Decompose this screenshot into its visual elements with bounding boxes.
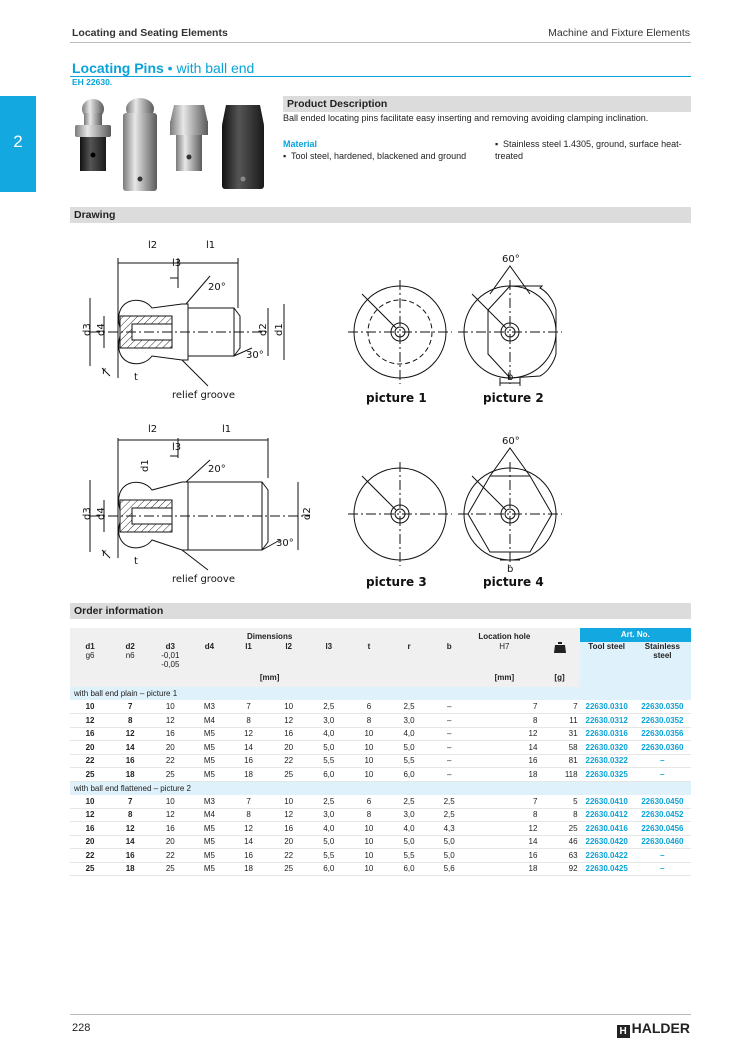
- table-cell: 14: [110, 835, 150, 849]
- weight-icon: [553, 640, 567, 654]
- photo-pin-4: [222, 105, 264, 189]
- table-cell: 5,5: [389, 754, 429, 768]
- table-cell: 16: [469, 849, 539, 863]
- label-picture-2: picture 2: [483, 391, 544, 405]
- table-row: [70, 768, 691, 782]
- brand-name: HALDER: [631, 1020, 690, 1036]
- art-no-stainless[interactable]: 22630.0360: [634, 741, 691, 755]
- table-cell: 5,5: [389, 849, 429, 863]
- table-cell: 4,3: [429, 822, 469, 836]
- art-no-tool-steel[interactable]: 22630.0410: [580, 795, 634, 809]
- label-d3: d3: [82, 323, 93, 336]
- unit-mm: [mm]: [259, 673, 280, 682]
- art-no-stainless: –: [634, 754, 691, 768]
- group-row: [70, 687, 691, 701]
- art-no-tool-steel[interactable]: 22630.0425: [580, 862, 634, 876]
- table-cell: 14: [469, 835, 539, 849]
- group-label: with ball end plain – picture 1: [70, 687, 691, 701]
- table-row: [70, 754, 691, 768]
- table-cell: 12: [70, 714, 110, 728]
- product-description-text: Ball ended locating pins facilitate easy inserting and removing avoiding clamping inclination.: [283, 113, 649, 123]
- table-cell: 10: [150, 700, 190, 714]
- table-row: [70, 808, 691, 822]
- table-cell: M5: [190, 862, 228, 876]
- table-cell: 58: [539, 741, 579, 755]
- table-cell: 12: [110, 822, 150, 836]
- table-cell: 12: [269, 808, 309, 822]
- art-no-tool-steel[interactable]: 22630.0420: [580, 835, 634, 849]
- page-title: [72, 60, 254, 76]
- table-cell: 22: [150, 754, 190, 768]
- table-cell: 10: [349, 741, 389, 755]
- table-cell: 81: [539, 754, 579, 768]
- art-no-heading: Art. No.: [580, 628, 691, 642]
- col-stainless-steel: Stainless steel: [634, 642, 691, 669]
- table-cell: 8: [110, 714, 150, 728]
- brand-logo: [617, 1020, 690, 1038]
- table-cell: 22: [269, 754, 309, 768]
- table-cell: 16: [110, 754, 150, 768]
- table-cell: 6: [349, 795, 389, 809]
- table-row: [70, 822, 691, 836]
- table-cell: 20: [70, 741, 110, 755]
- col-d4: d4: [204, 641, 215, 651]
- label-angle-30-b: 30°: [276, 538, 294, 549]
- label-angle-20-b: 20°: [208, 464, 226, 475]
- unit-mm-hole: [mm]: [494, 673, 515, 682]
- table-cell: 7: [110, 700, 150, 714]
- table-cell: 25: [539, 822, 579, 836]
- order-information-heading: Order information: [70, 603, 691, 619]
- table-cell: 16: [70, 822, 110, 836]
- table-cell: 2,5: [389, 700, 429, 714]
- col-d2-label: d2: [125, 641, 135, 651]
- table-cell: 46: [539, 835, 579, 849]
- table-cell: 12: [150, 714, 190, 728]
- table-cell: 6: [349, 700, 389, 714]
- dimensions-heading: Dimensions: [246, 632, 293, 642]
- table-cell: 7: [228, 700, 268, 714]
- material-heading: Material: [283, 139, 318, 149]
- title-divider: [70, 76, 691, 77]
- table-cell: –: [429, 727, 469, 741]
- order-table-body: [70, 687, 691, 876]
- table-cell: 12: [228, 727, 268, 741]
- material-item-stainless: [495, 138, 690, 162]
- table-cell: M5: [190, 822, 228, 836]
- table-row: [70, 862, 691, 876]
- label-l2: l2: [148, 240, 158, 251]
- art-sub-blank-2: [634, 669, 691, 687]
- table-row: [70, 835, 691, 849]
- label-l1: l1: [206, 240, 216, 251]
- table-cell: 92: [539, 862, 579, 876]
- location-hole-heading: Location hole: [478, 632, 531, 642]
- drawing-heading: Drawing: [70, 207, 691, 223]
- product-photos: [68, 95, 278, 195]
- col-location-hole-tol: H7: [499, 641, 510, 651]
- table-cell: 7: [539, 700, 579, 714]
- label-d1: d1: [274, 323, 285, 336]
- table-cell: 16: [150, 727, 190, 741]
- table-cell: 12: [269, 714, 309, 728]
- material-item-tool-steel: [283, 150, 473, 162]
- table-cell: 6,0: [389, 862, 429, 876]
- table-cell: 12: [469, 822, 539, 836]
- label-r-b: r: [102, 548, 107, 559]
- art-no-tool-steel[interactable]: 22630.0310: [580, 700, 634, 714]
- label-angle-60: 60°: [502, 254, 520, 265]
- table-cell: 5: [539, 795, 579, 809]
- table-cell: M4: [190, 808, 228, 822]
- col-r: r: [407, 641, 411, 651]
- table-cell: 18: [469, 862, 539, 876]
- table-cell: 22: [70, 754, 110, 768]
- table-cell: 8: [469, 808, 539, 822]
- footer-divider: [70, 1014, 691, 1015]
- label-d4-b: d4: [96, 507, 107, 520]
- table-cell: M5: [190, 727, 228, 741]
- table-cell: 16: [228, 849, 268, 863]
- table-cell: 8: [228, 714, 268, 728]
- label-relief-groove: relief groove: [172, 390, 235, 401]
- header-catalog-title: Machine and Fixture Elements: [548, 27, 690, 39]
- col-d3-tol-lower: -0,05: [161, 659, 180, 669]
- art-no-stainless: –: [634, 862, 691, 876]
- label-r: r: [102, 366, 107, 377]
- table-cell: 10: [269, 795, 309, 809]
- table-cell: –: [429, 754, 469, 768]
- material-item-text: Tool steel, hardened, blackened and ground: [291, 151, 467, 161]
- art-no-tool-steel[interactable]: 22630.0412: [580, 808, 634, 822]
- table-cell: 18: [110, 862, 150, 876]
- table-cell: 20: [150, 835, 190, 849]
- table-cell: 3,0: [389, 714, 429, 728]
- order-table: [70, 628, 691, 876]
- table-cell: 22: [269, 849, 309, 863]
- art-no-stainless[interactable]: 22630.0460: [634, 835, 691, 849]
- table-row: [70, 741, 691, 755]
- table-cell: 22: [150, 849, 190, 863]
- table-cell: M5: [190, 768, 228, 782]
- table-cell: 18: [228, 862, 268, 876]
- table-cell: 3,0: [309, 714, 349, 728]
- table-cell: 11: [539, 714, 579, 728]
- col-d3: [150, 642, 190, 669]
- table-cell: 7: [469, 795, 539, 809]
- label-b: b: [507, 372, 514, 383]
- table-cell: 25: [70, 768, 110, 782]
- table-cell: 22: [70, 849, 110, 863]
- table-cell: 25: [70, 862, 110, 876]
- label-l3-b: l3: [172, 442, 182, 453]
- table-cell: 18: [110, 768, 150, 782]
- col-d2: [110, 642, 150, 669]
- table-cell: 10: [269, 700, 309, 714]
- col-d1-tol: g6: [85, 650, 95, 660]
- table-cell: 8: [228, 808, 268, 822]
- art-no-stainless[interactable]: 22630.0452: [634, 808, 691, 822]
- table-cell: 10: [349, 862, 389, 876]
- table-cell: 6,0: [389, 768, 429, 782]
- table-cell: 5,0: [389, 741, 429, 755]
- page-number: 228: [72, 1022, 91, 1034]
- table-cell: 16: [269, 727, 309, 741]
- table-cell: 10: [70, 700, 110, 714]
- art-no-stainless[interactable]: 22630.0350: [634, 700, 691, 714]
- table-cell: 10: [349, 849, 389, 863]
- table-cell: 14: [469, 741, 539, 755]
- table-cell: –: [429, 768, 469, 782]
- label-d2-b: d2: [302, 507, 313, 520]
- table-cell: 16: [269, 822, 309, 836]
- label-relief-groove-b: relief groove: [172, 574, 235, 585]
- label-t-b: t: [134, 556, 138, 567]
- table-row: [70, 700, 691, 714]
- chapter-number: 2: [13, 132, 23, 151]
- table-cell: 12: [469, 727, 539, 741]
- table-cell: 7: [110, 795, 150, 809]
- art-no-tool-steel[interactable]: 22630.0320: [580, 741, 634, 755]
- table-cell: 18: [469, 768, 539, 782]
- table-cell: 16: [70, 727, 110, 741]
- table-cell: 8: [539, 808, 579, 822]
- photo-pin-1: [75, 99, 111, 171]
- header-section-title: Locating and Seating Elements: [72, 27, 228, 39]
- art-no-stainless[interactable]: 22630.0352: [634, 714, 691, 728]
- table-cell: M3: [190, 795, 228, 809]
- table-cell: 10: [150, 795, 190, 809]
- material-item-text: Stainless steel 1.4305, ground, surface heat-treated: [495, 139, 682, 161]
- art-no-stainless: –: [634, 849, 691, 863]
- table-cell: 2,5: [309, 795, 349, 809]
- label-t: t: [134, 372, 138, 383]
- table-cell: 2,5: [309, 700, 349, 714]
- table-cell: 12: [150, 808, 190, 822]
- label-angle-30: 30°: [246, 350, 264, 361]
- col-t: t: [367, 641, 371, 651]
- col-l1: l1: [245, 641, 252, 651]
- art-no-stainless[interactable]: 22630.0450: [634, 795, 691, 809]
- table-cell: 14: [228, 835, 268, 849]
- table-cell: 12: [70, 808, 110, 822]
- label-picture-4: picture 4: [483, 575, 544, 589]
- halder-logo-icon: H: [617, 1025, 630, 1038]
- table-cell: 4,0: [389, 822, 429, 836]
- col-b: b: [446, 641, 452, 651]
- table-cell: 14: [228, 741, 268, 755]
- table-cell: 14: [110, 741, 150, 755]
- title-main: Locating Pins: [72, 60, 164, 76]
- table-cell: –: [429, 700, 469, 714]
- table-cell: 5,0: [309, 835, 349, 849]
- table-cell: 118: [539, 768, 579, 782]
- col-d3-tol-upper: -0,01: [161, 650, 180, 660]
- table-row: [70, 849, 691, 863]
- table-cell: 8: [349, 714, 389, 728]
- table-cell: 5,0: [389, 835, 429, 849]
- art-no-tool-steel[interactable]: 22630.0312: [580, 714, 634, 728]
- label-angle-60-b: 60°: [502, 436, 520, 447]
- table-cell: 5,5: [309, 754, 349, 768]
- table-cell: 8: [110, 808, 150, 822]
- table-cell: 10: [349, 727, 389, 741]
- table-cell: 16: [150, 822, 190, 836]
- table-cell: 10: [70, 795, 110, 809]
- table-cell: –: [429, 741, 469, 755]
- table-cell: 31: [539, 727, 579, 741]
- table-cell: M4: [190, 714, 228, 728]
- table-cell: 8: [469, 714, 539, 728]
- title-suffix: • with ball end: [163, 60, 255, 76]
- table-cell: 6,0: [309, 862, 349, 876]
- table-row: [70, 795, 691, 809]
- art-no-tool-steel[interactable]: 22630.0416: [580, 822, 634, 836]
- table-cell: 4,0: [309, 727, 349, 741]
- weight-icon-cell: [539, 628, 579, 669]
- table-cell: 2,5: [429, 808, 469, 822]
- label-l2-b: l2: [148, 424, 158, 435]
- col-l2: l2: [285, 641, 292, 651]
- table-cell: 20: [269, 835, 309, 849]
- label-picture-3: picture 3: [366, 575, 427, 589]
- label-d2: d2: [258, 323, 269, 336]
- table-cell: M3: [190, 700, 228, 714]
- table-cell: M5: [190, 754, 228, 768]
- art-sub-blank-1: [580, 669, 634, 687]
- col-d2-tol: n6: [125, 650, 135, 660]
- table-cell: 5,0: [429, 835, 469, 849]
- table-cell: 10: [349, 768, 389, 782]
- table-cell: 25: [269, 768, 309, 782]
- table-cell: 7: [228, 795, 268, 809]
- label-d3-b: d3: [82, 507, 93, 520]
- table-cell: 25: [150, 768, 190, 782]
- label-picture-1: picture 1: [366, 391, 427, 405]
- label-d1-b: d1: [140, 459, 151, 472]
- label-angle-20: 20°: [208, 282, 226, 293]
- art-no-tool-steel[interactable]: 22630.0322: [580, 754, 634, 768]
- table-cell: 7: [469, 700, 539, 714]
- table-cell: 5,6: [429, 862, 469, 876]
- art-no-stainless[interactable]: 22630.0356: [634, 727, 691, 741]
- table-cell: 4,0: [389, 727, 429, 741]
- col-d1-label: d1: [85, 641, 95, 651]
- table-cell: 20: [70, 835, 110, 849]
- table-cell: 10: [349, 835, 389, 849]
- table-cell: 18: [228, 768, 268, 782]
- product-code: EH 22630.: [72, 77, 113, 87]
- table-cell: 3,0: [389, 808, 429, 822]
- label-d4: d4: [96, 323, 107, 336]
- table-cell: 20: [150, 741, 190, 755]
- table-cell: 25: [150, 862, 190, 876]
- product-description-heading: Product Description: [283, 96, 691, 112]
- label-l3: l3: [172, 258, 182, 269]
- table-cell: 5,0: [429, 849, 469, 863]
- group-label: with ball end flattened – picture 2: [70, 781, 691, 795]
- table-cell: M5: [190, 849, 228, 863]
- table-cell: 2,5: [429, 795, 469, 809]
- table-cell: M5: [190, 741, 228, 755]
- table-cell: 5,0: [309, 741, 349, 755]
- table-cell: 3,0: [309, 808, 349, 822]
- table-cell: 20: [269, 741, 309, 755]
- art-no-stainless[interactable]: 22630.0456: [634, 822, 691, 836]
- unit-g: [g]: [554, 673, 565, 682]
- table-row: [70, 727, 691, 741]
- table-cell: 8: [349, 808, 389, 822]
- label-b-b: b: [507, 564, 514, 575]
- table-cell: 6,0: [309, 768, 349, 782]
- table-cell: 25: [269, 862, 309, 876]
- table-row: [70, 714, 691, 728]
- technical-drawing: [70, 228, 691, 608]
- table-cell: 2,5: [389, 795, 429, 809]
- art-no-tool-steel[interactable]: 22630.0325: [580, 768, 634, 782]
- table-cell: 4,0: [309, 822, 349, 836]
- table-cell: 16: [110, 849, 150, 863]
- art-no-stainless: –: [634, 768, 691, 782]
- photo-pin-3: [170, 105, 208, 171]
- table-cell: –: [429, 714, 469, 728]
- table-cell: M5: [190, 835, 228, 849]
- photo-pin-2: [123, 98, 157, 191]
- table-cell: 16: [228, 754, 268, 768]
- col-d3-label: d3: [165, 641, 175, 651]
- col-tool-steel: Tool steel: [580, 642, 634, 669]
- group-row: [70, 781, 691, 795]
- header-divider: [70, 42, 691, 43]
- col-l3: l3: [325, 641, 333, 651]
- art-no-tool-steel[interactable]: 22630.0422: [580, 849, 634, 863]
- art-no-tool-steel[interactable]: 22630.0316: [580, 727, 634, 741]
- col-d1: [70, 642, 110, 669]
- table-cell: 12: [228, 822, 268, 836]
- table-cell: 63: [539, 849, 579, 863]
- table-cell: 5,5: [309, 849, 349, 863]
- table-cell: 10: [349, 754, 389, 768]
- table-cell: 16: [469, 754, 539, 768]
- table-cell: 12: [110, 727, 150, 741]
- order-table-header: [70, 628, 691, 687]
- table-cell: 10: [349, 822, 389, 836]
- label-l1-b: l1: [222, 424, 232, 435]
